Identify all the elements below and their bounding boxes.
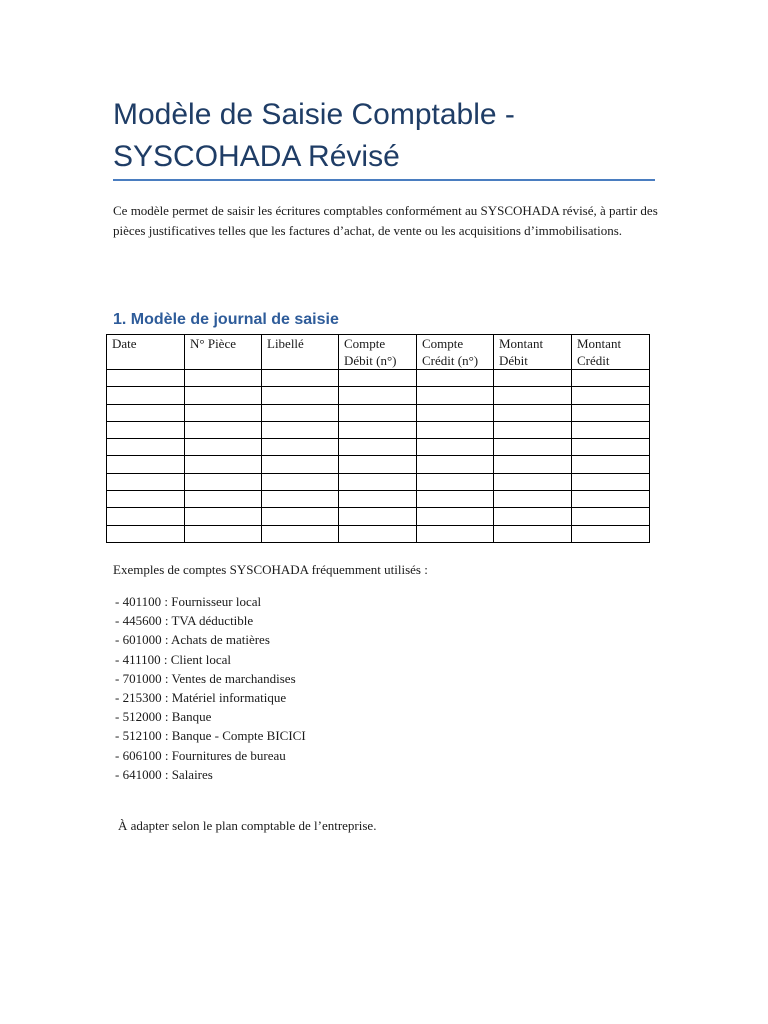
table-cell[interactable] (262, 387, 339, 404)
table-cell[interactable] (572, 404, 650, 421)
examples-intro: Exemples de comptes SYSCOHADA fréquemment utilisés : (113, 562, 428, 577)
table-cell[interactable] (262, 439, 339, 456)
column-header (185, 335, 262, 370)
list-item: - 512100 : Banque - Compte BICICI (115, 728, 306, 744)
list-item: - 215300 : Matériel informatique (115, 690, 287, 706)
footer-note: À adapter selon le plan comptable de l’entreprise. (118, 818, 377, 833)
column-header-line: Débit (499, 353, 528, 368)
table-cell[interactable] (494, 456, 572, 473)
table-cell[interactable] (185, 370, 262, 387)
table-cell[interactable] (262, 473, 339, 490)
table-row (107, 370, 650, 387)
table-row (107, 525, 650, 542)
table-cell[interactable] (417, 456, 494, 473)
list-item: - 411100 : Client local (115, 651, 232, 667)
column-header-line: Libellé (267, 336, 304, 351)
table-cell[interactable] (417, 370, 494, 387)
table-cell[interactable] (494, 370, 572, 387)
table-cell[interactable] (494, 439, 572, 456)
column-header (339, 335, 417, 370)
list-item: - 601000 : Achats de matières (115, 632, 270, 648)
table-cell[interactable] (417, 387, 494, 404)
table-cell[interactable] (417, 473, 494, 490)
table-row (107, 491, 650, 508)
table-cell[interactable] (185, 456, 262, 473)
table-cell[interactable] (107, 421, 185, 438)
table-cell[interactable] (417, 525, 494, 542)
table-row (107, 456, 650, 473)
table-row (107, 421, 650, 438)
column-header-line: Crédit (n°) (422, 353, 479, 368)
table-row (107, 387, 650, 404)
table-cell[interactable] (572, 508, 650, 525)
table-cell[interactable] (262, 525, 339, 542)
journal-table (106, 334, 650, 543)
table-row (107, 473, 650, 490)
table-cell[interactable] (494, 404, 572, 421)
table-cell[interactable] (185, 421, 262, 438)
page-title-line-1: Modèle de Saisie Comptable - (113, 98, 515, 131)
journal-table-header (107, 335, 650, 370)
intro-paragraph: Ce modèle permet de saisir les écritures comptables conformément au SYSCOHADA révisé, à partir des pièces justificatives telles que les factures d’achat, de vente ou les acquisitions d’immobilisations. (113, 203, 658, 238)
table-cell[interactable] (339, 491, 417, 508)
table-cell[interactable] (185, 404, 262, 421)
table-cell[interactable] (572, 456, 650, 473)
table-cell[interactable] (262, 421, 339, 438)
table-cell[interactable] (494, 421, 572, 438)
table-cell[interactable] (339, 370, 417, 387)
table-cell[interactable] (417, 439, 494, 456)
column-header-line: Montant (499, 336, 544, 351)
table-cell[interactable] (107, 404, 185, 421)
page-title (113, 94, 673, 178)
table-cell[interactable] (185, 508, 262, 525)
column-header (262, 335, 339, 370)
table-header-row (107, 335, 650, 370)
column-header-line: Crédit (577, 353, 610, 368)
list-item: - 512000 : Banque (115, 709, 212, 725)
table-row (107, 404, 650, 421)
column-header-line: N° Pièce (190, 336, 236, 351)
table-cell[interactable] (339, 404, 417, 421)
table-cell[interactable] (572, 387, 650, 404)
table-cell[interactable] (107, 456, 185, 473)
table-cell[interactable] (107, 508, 185, 525)
page-title-line-2: SYSCOHADA Révisé (113, 140, 400, 173)
table-cell[interactable] (417, 491, 494, 508)
table-cell[interactable] (572, 525, 650, 542)
table-cell[interactable] (339, 473, 417, 490)
table-cell[interactable] (185, 387, 262, 404)
column-header-line: Compte (422, 336, 464, 351)
table-cell[interactable] (494, 508, 572, 525)
table-cell[interactable] (107, 491, 185, 508)
column-header (107, 335, 185, 370)
column-header-line: Compte (344, 336, 386, 351)
table-cell[interactable] (262, 456, 339, 473)
table-cell[interactable] (107, 387, 185, 404)
table-cell[interactable] (572, 439, 650, 456)
table-cell[interactable] (107, 370, 185, 387)
column-header-line: Débit (n°) (344, 353, 397, 368)
table-cell[interactable] (262, 508, 339, 525)
table-cell[interactable] (107, 473, 185, 490)
table-cell[interactable] (339, 456, 417, 473)
table-cell[interactable] (494, 387, 572, 404)
list-item: - 641000 : Salaires (115, 766, 213, 782)
table-row (107, 508, 650, 525)
table-cell[interactable] (417, 421, 494, 438)
table-cell[interactable] (262, 404, 339, 421)
list-item: - 701000 : Ventes de marchandises (115, 670, 296, 686)
list-item: - 606100 : Fournitures de bureau (115, 747, 286, 763)
title-divider (113, 179, 655, 181)
column-header (417, 335, 494, 370)
table-cell[interactable] (185, 473, 262, 490)
column-header (494, 335, 572, 370)
section-heading-journal: 1. Modèle de journal de saisie (113, 311, 339, 328)
table-cell[interactable] (572, 370, 650, 387)
table-cell[interactable] (262, 370, 339, 387)
account-list (115, 592, 306, 784)
table-cell[interactable] (339, 439, 417, 456)
table-cell[interactable] (494, 525, 572, 542)
table-cell[interactable] (185, 491, 262, 508)
table-cell[interactable] (417, 508, 494, 525)
table-cell[interactable] (185, 439, 262, 456)
column-header-line: Date (112, 336, 137, 351)
list-item: - 401100 : Fournisseur local (115, 594, 262, 609)
table-cell[interactable] (572, 421, 650, 438)
table-cell[interactable] (572, 473, 650, 490)
table-cell[interactable] (417, 404, 494, 421)
table-cell[interactable] (494, 491, 572, 508)
table-cell[interactable] (339, 525, 417, 542)
table-cell[interactable] (107, 439, 185, 456)
table-cell[interactable] (185, 525, 262, 542)
column-header-line: Montant (577, 336, 622, 351)
table-cell[interactable] (339, 508, 417, 525)
table-cell[interactable] (339, 421, 417, 438)
table-row (107, 439, 650, 456)
list-item: - 445600 : TVA déductible (115, 613, 254, 629)
table-cell[interactable] (339, 387, 417, 404)
table-cell[interactable] (262, 491, 339, 508)
table-cell[interactable] (107, 525, 185, 542)
journal-table-body (107, 370, 650, 543)
table-cell[interactable] (572, 491, 650, 508)
table-cell[interactable] (494, 473, 572, 490)
column-header (572, 335, 650, 370)
